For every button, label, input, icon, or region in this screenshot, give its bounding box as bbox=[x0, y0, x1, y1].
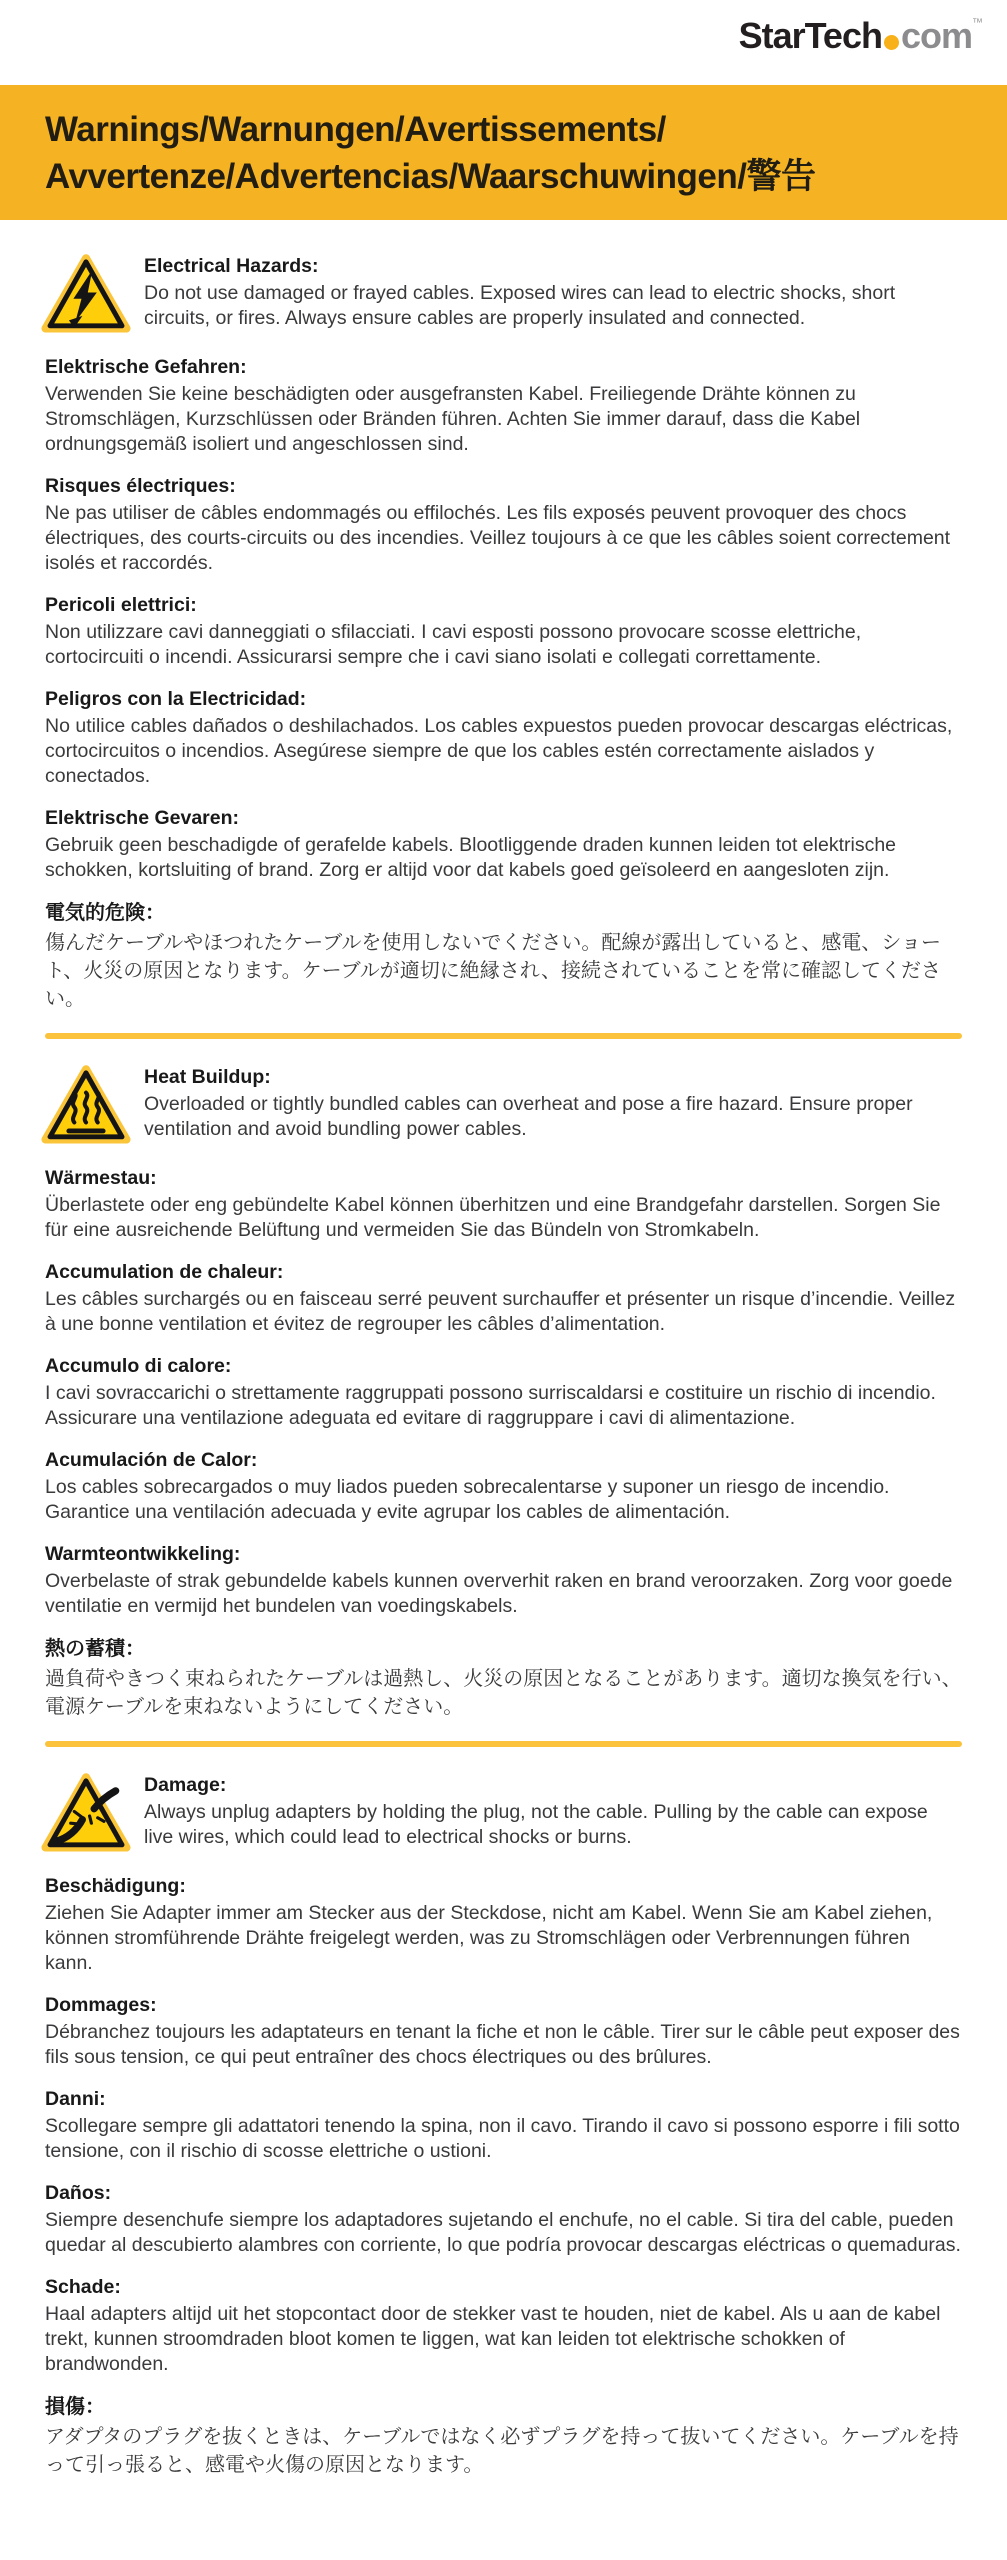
warning-heading-fr: Risques électriques: bbox=[45, 475, 236, 497]
warning-body-es: No utilice cables dañados o deshilachados. Los cables expuestos pueden provocar descargas eléctricas, cortocircuitos o incendios. Asegúrese siempre de que los cables estén correctamente aislados y conectados. bbox=[45, 715, 953, 787]
lang-block-ja bbox=[45, 1636, 962, 1721]
warnings-banner bbox=[0, 85, 1007, 220]
lang-block-ja bbox=[45, 900, 962, 1013]
content bbox=[0, 254, 1007, 2479]
lang-block-ja bbox=[45, 2394, 962, 2479]
intro-row bbox=[45, 1065, 962, 1149]
warning-body-it: I cavi sovraccarichi o strettamente raggruppati possono surriscaldarsi e costituire un rischio di incendio. Assicurare una ventilazione adeguata ed evitare di raggruppare i cavi di alimentazione. bbox=[45, 1382, 936, 1429]
intro-row bbox=[45, 1773, 962, 1857]
lang-block-fr bbox=[45, 1993, 962, 2070]
lang-block-nl bbox=[45, 2275, 962, 2377]
lang-block-de bbox=[45, 1874, 962, 1976]
warning-heading-de: Elektrische Gefahren: bbox=[45, 356, 247, 378]
lang-block-nl bbox=[45, 806, 962, 883]
section-divider bbox=[45, 1033, 962, 1039]
section-damage bbox=[45, 1773, 962, 2479]
warning-heading-it: Pericoli elettrici: bbox=[45, 594, 197, 616]
warning-body-fr: Les câbles surchargés ou en faisceau serré peuvent surchauffer et présenter un risque d’incendie. Veillez à une bonne ventilation et évitez de regrouper les câbles d’alimentation. bbox=[45, 1288, 956, 1335]
warning-heading-de: Wärmestau: bbox=[45, 1167, 157, 1189]
intro-text bbox=[144, 1065, 962, 1142]
warning-body-en: Overloaded or tightly bundled cables can overheat and pose a fire hazard. Ensure proper ventilation and avoid bundling power cables. bbox=[144, 1093, 913, 1140]
warning-body-es: Los cables sobrecargados o muy liados pueden sobrecalentarse y suponer un riesgo de incendio. Garantice una ventilación adecuada y evite agrupar los cables de alimentación. bbox=[45, 1476, 890, 1523]
warning-body-de: Überlastete oder eng gebündelte Kabel können überhitzen und eine Brandgefahr darstellen. Sorgen Sie für eine ausreichende Belüftung und vermeiden Sie das Bündeln von Stromkabeln. bbox=[45, 1194, 941, 1241]
warning-body-nl: Overbelaste of strak gebundelde kabels kunnen oververhit raken en brand veroorzaken. Zorg voor goede ventilatie en vermijd het bundelen van voedingskabels. bbox=[45, 1570, 953, 1617]
lang-block-es bbox=[45, 1448, 962, 1525]
warning-body-de: Ziehen Sie Adapter immer am Stecker aus der Steckdose, nicht am Kabel. Wenn Sie am Kabel ziehen, können stromführende Drähte freigelegt werden, was zu Stromschlägen oder Verbrennungen führen kann. bbox=[45, 1902, 933, 1974]
section-electrical-hazards bbox=[45, 254, 962, 1013]
logo-trademark: ™ bbox=[972, 17, 983, 29]
lang-block-de bbox=[45, 355, 962, 457]
warning-heading-es: Daños: bbox=[45, 2182, 112, 2204]
lang-block-it bbox=[45, 593, 962, 670]
warning-body-ja: 過負荷やきつく束ねられたケーブルは過熱し、火災の原因となることがあります。適切な換気を行い、電源ケーブルを束ねないようにしてください。 bbox=[45, 1668, 962, 1718]
lang-block-es bbox=[45, 2181, 962, 2258]
warning-body-it: Non utilizzare cavi danneggiati o sfilacciati. I cavi esposti possono provocare scosse elettriche, cortocircuiti o incendi. Assicurarsi sempre che i cavi siano isolati e collegati correttamente. bbox=[45, 621, 862, 668]
warning-heading-fr: Dommages: bbox=[45, 1994, 157, 2016]
high-voltage-warning-icon bbox=[41, 252, 131, 338]
lang-block-fr bbox=[45, 474, 962, 576]
lang-block-it bbox=[45, 2087, 962, 2164]
warning-heading-en: Heat Buildup: bbox=[144, 1066, 271, 1088]
warning-body-fr: Ne pas utiliser de câbles endommagés ou effilochés. Les fils exposés peuvent provoquer des chocs électriques, des courts-circuits ou des incendies. Veillez toujours à ce que les câbles soient correctement isolés et raccordés. bbox=[45, 502, 951, 574]
warning-body-nl: Gebruik geen beschadigde of gerafelde kabels. Blootliggende draden kunnen leiden tot elektrische schokken, kortsluiting of brand. Zorg er altijd voor dat kabels goed geïsoleerd en aangesloten zijn. bbox=[45, 834, 897, 881]
cable-damage-warning-icon bbox=[41, 1771, 131, 1857]
page-title-line2: Avvertenze/Advertencias/Waarschuwingen/警告 bbox=[45, 156, 816, 196]
section-heat-buildup bbox=[45, 1065, 962, 1721]
warning-heading-es: Acumulación de Calor: bbox=[45, 1449, 258, 1471]
lang-block-de bbox=[45, 1166, 962, 1243]
warning-body-de: Verwenden Sie keine beschädigten oder ausgefransten Kabel. Freiliegende Drähte können zu Stromschlägen, Kurzschlüssen oder Bränden führen. Achten Sie immer darauf, dass die Kabel ordnungsgemäß isoliert und angeschlossen sind. bbox=[45, 383, 861, 455]
lang-block-es bbox=[45, 687, 962, 789]
warning-heading-ja: 電気的危険： bbox=[45, 902, 165, 924]
warning-body-ja: 傷んだケーブルやほつれたケーブルを使用しないでください。配線が露出していると、感電、ショート、火災の原因となります。ケーブルが適切に絶縁され、接続されていることを常に確認してください。 bbox=[45, 932, 941, 1010]
intro-text bbox=[144, 1773, 962, 1850]
warning-body-fr: Débranchez toujours les adaptateurs en tenant la fiche et non le câble. Tirer sur le câble peut exposer des fils sous tension, ce qui peut entraîner des chocs électriques ou des brûlures. bbox=[45, 2021, 960, 2068]
startech-logo bbox=[738, 15, 983, 56]
header bbox=[0, 0, 1007, 85]
lang-block-fr bbox=[45, 1260, 962, 1337]
hot-surface-warning-icon bbox=[41, 1063, 131, 1149]
warning-heading-en: Electrical Hazards: bbox=[144, 255, 319, 277]
section-divider bbox=[45, 1741, 962, 1747]
warning-heading-ja: 熱の蓄積： bbox=[45, 1638, 145, 1660]
warning-heading-ja: 損傷： bbox=[45, 2396, 105, 2418]
warning-body-en: Always unplug adapters by holding the plug, not the cable. Pulling by the cable can expose live wires, which could lead to electrical shocks or burns. bbox=[144, 1801, 928, 1848]
warning-heading-de: Beschädigung: bbox=[45, 1875, 186, 1897]
warning-heading-es: Peligros con la Electricidad: bbox=[45, 688, 307, 710]
page-title-line1: Warnings/Warnungen/Avertissements/ bbox=[45, 109, 666, 149]
warning-heading-it: Danni: bbox=[45, 2088, 106, 2110]
lang-block-nl bbox=[45, 1542, 962, 1619]
warning-body-nl: Haal adapters altijd uit het stopcontact door de stekker vast te houden, niet de kabel. Als u aan de kabel trekt, kunnen stroomdraden bloot komen te liggen, wat kan leiden tot elektrische schokken of brandwonden. bbox=[45, 2303, 941, 2375]
warning-heading-nl: Elektrische Gevaren: bbox=[45, 807, 240, 829]
warning-heading-it: Accumulo di calore: bbox=[45, 1355, 232, 1377]
lang-block-it bbox=[45, 1354, 962, 1431]
warning-body-es: Siempre desenchufe siempre los adaptadores sujetando el enchufe, no el cable. Si tira del cable, pueden quedar al descubierto alambres con corriente, lo que podría provocar descargas eléctricas o quemaduras. bbox=[45, 2209, 961, 2256]
warning-heading-nl: Schade: bbox=[45, 2276, 121, 2298]
warning-heading-en: Damage: bbox=[144, 1774, 227, 1796]
warning-heading-fr: Accumulation de chaleur: bbox=[45, 1261, 284, 1283]
warning-body-ja: アダプタのプラグを抜くときは、ケーブルではなく必ずプラグを持って抜いてください。ケーブルを持って引っ張ると、感電や火傷の原因となります。 bbox=[45, 2426, 959, 2476]
logo-dot-icon bbox=[884, 35, 899, 50]
warning-body-en: Do not use damaged or frayed cables. Exposed wires can lead to electric shocks, short circuits, or fires. Always ensure cables are properly insulated and connected. bbox=[144, 282, 896, 329]
logo-suffix-text: com bbox=[900, 15, 972, 56]
intro-row bbox=[45, 254, 962, 338]
warning-body-it: Scollegare sempre gli adattatori tenendo la spina, non il cavo. Tirando il cavo si possono esporre i fili sotto tensione, con il rischio di scosse elettriche o ustioni. bbox=[45, 2115, 960, 2162]
logo-brand-text: StarTech bbox=[738, 15, 882, 56]
intro-text bbox=[144, 254, 962, 331]
warning-heading-nl: Warmteontwikkeling: bbox=[45, 1543, 241, 1565]
